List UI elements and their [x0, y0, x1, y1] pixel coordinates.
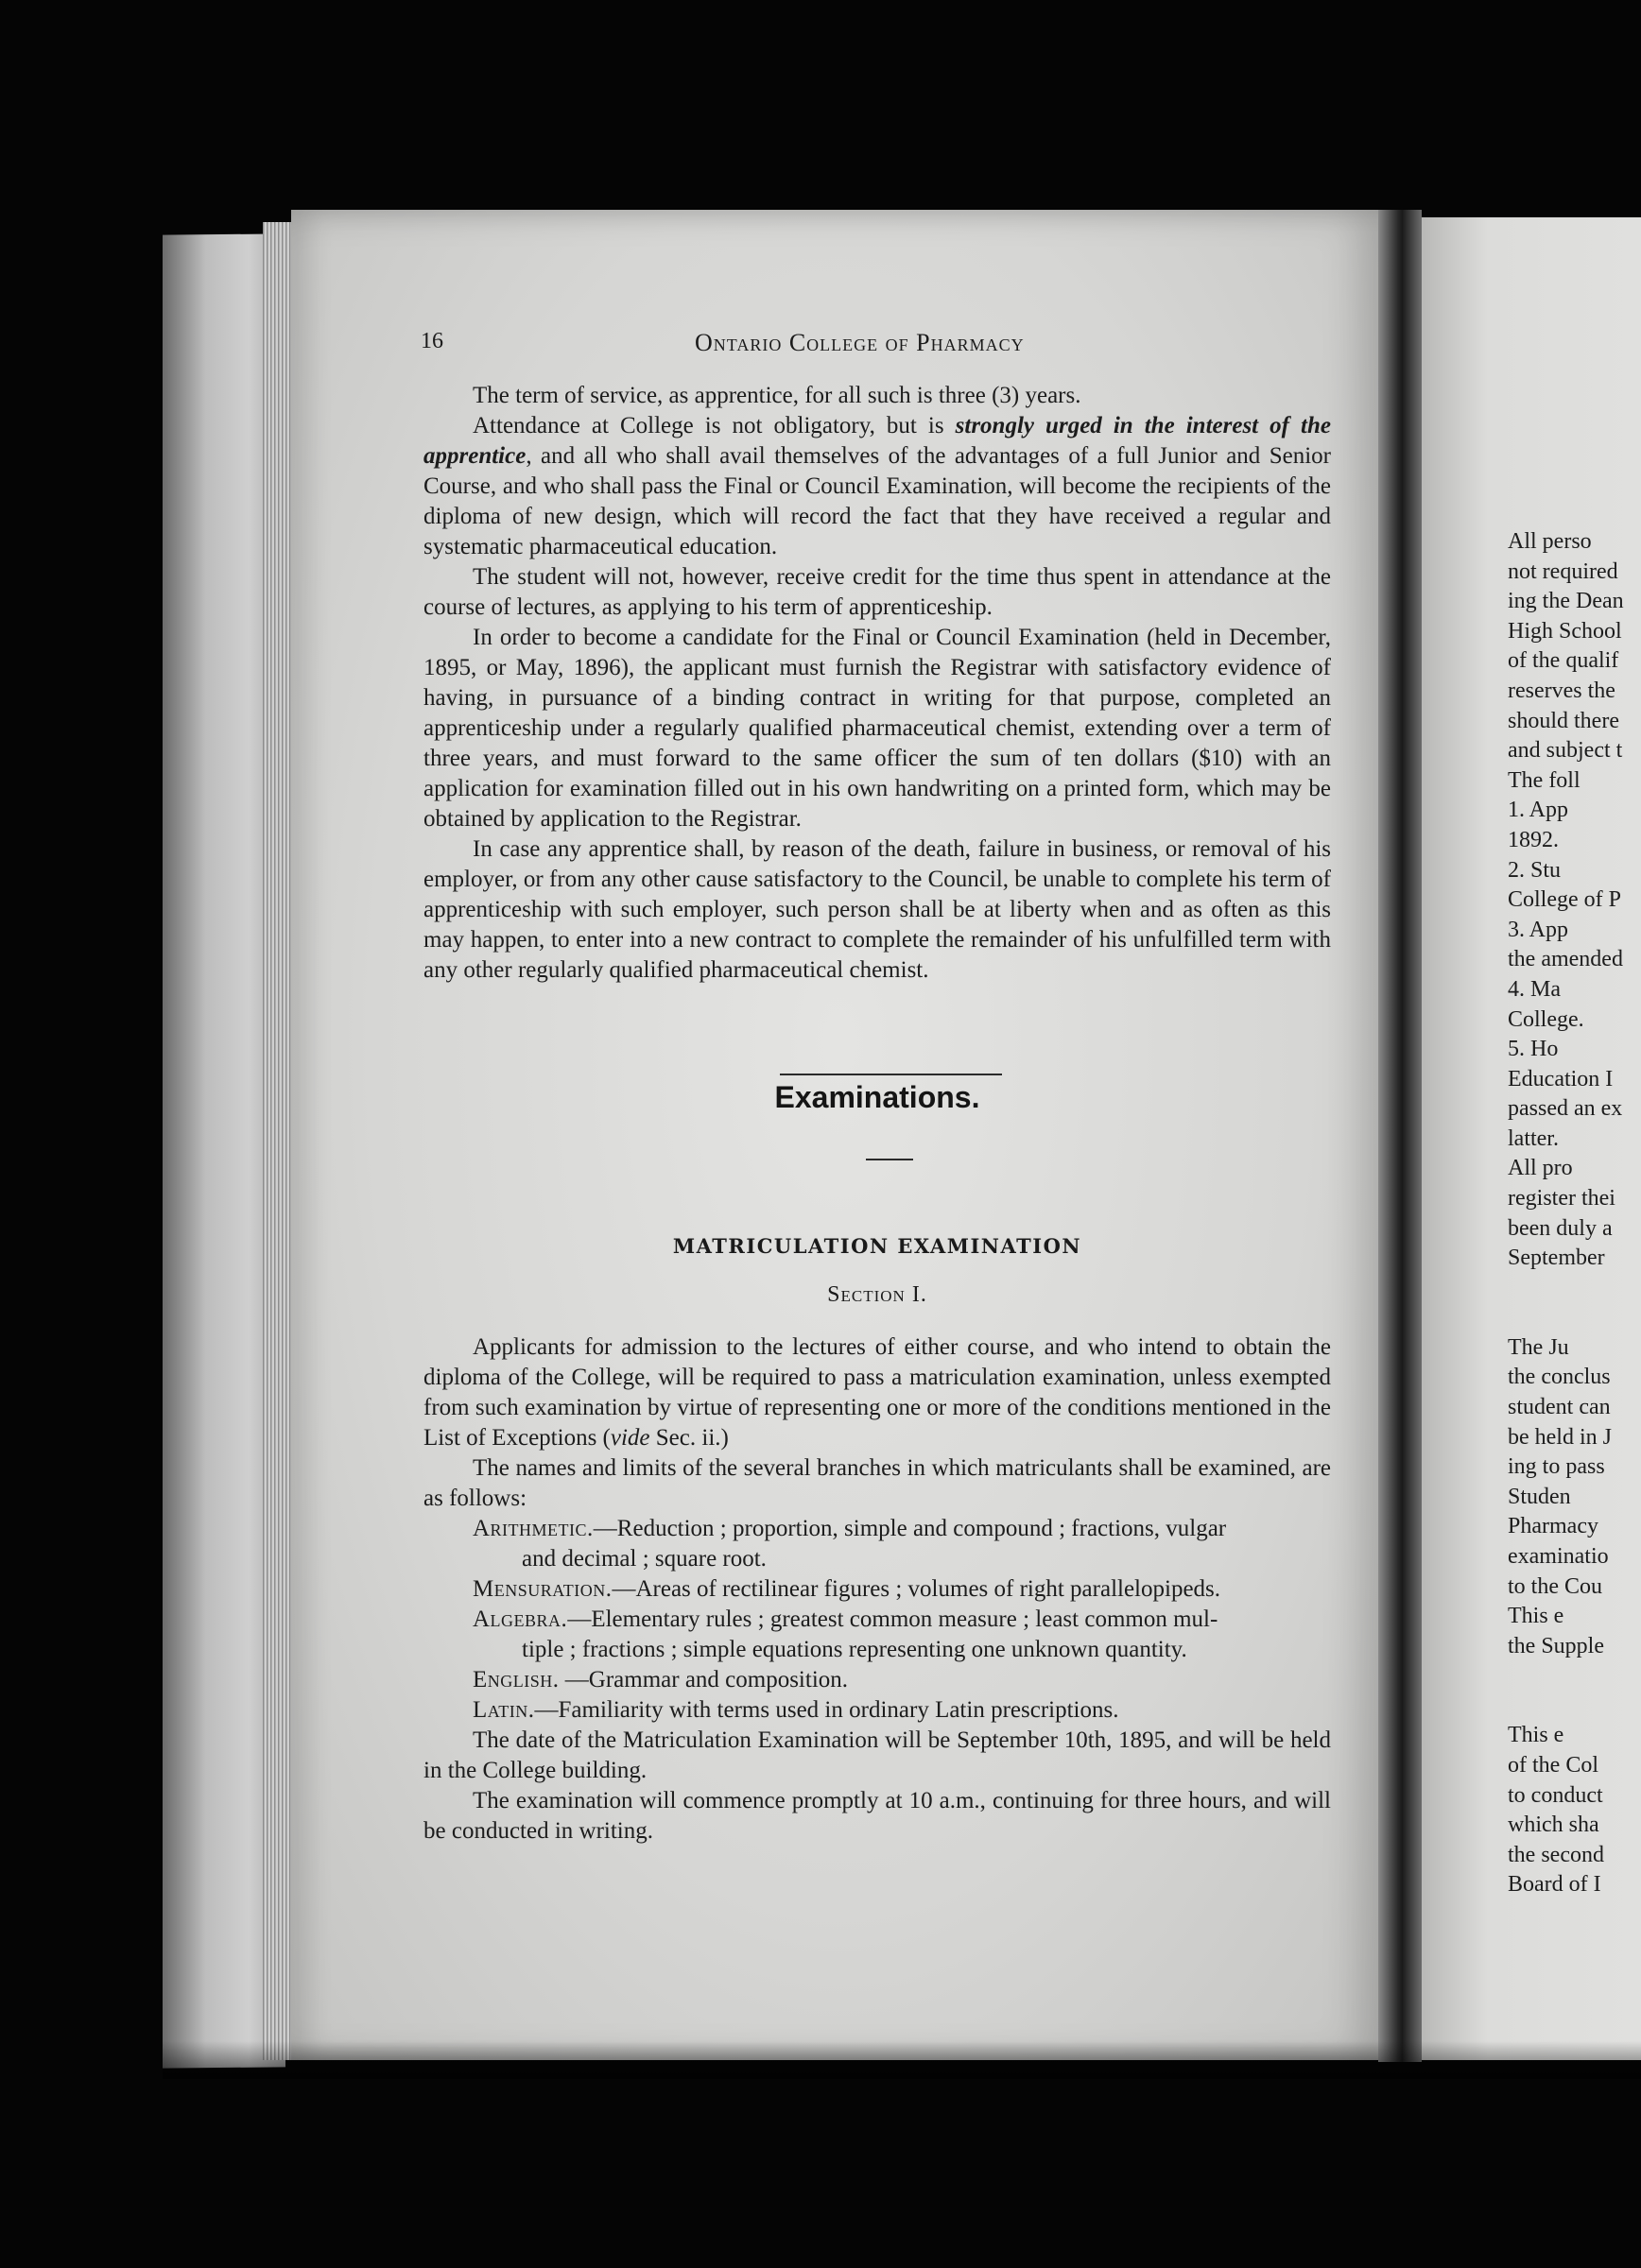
paragraph [423, 411, 1331, 562]
subject-name: English. [473, 1667, 560, 1692]
page-stack-edge [263, 222, 291, 2060]
right-page-line: ing the Dean [1508, 589, 1624, 614]
right-page-line: to the Cou [1508, 1573, 1602, 1599]
right-page-line: This e [1508, 1604, 1564, 1629]
subject-name: Mensuration. [473, 1576, 613, 1602]
right-page-line: been duly a [1508, 1215, 1613, 1241]
right-page-line: 5. Ho [1508, 1037, 1559, 1062]
page-header [421, 329, 1328, 367]
right-page-line: be held in J [1508, 1424, 1612, 1450]
right-page-line: 2. Stu [1508, 857, 1562, 883]
right-page-line [1508, 1661, 1641, 1721]
subject-desc: —Reduction ; proportion, simple and compound ; fractions, vulgar [593, 1516, 1227, 1541]
paragraph: The date of the Matriculation Examination will be September 10th, 1895, and will be held in the College building. [423, 1727, 1331, 1783]
subject-desc: —Grammar and composition. [559, 1667, 849, 1692]
subject-name: Latin. [473, 1697, 535, 1723]
right-page-line: reserves the [1508, 678, 1615, 703]
right-page-line: 3. App [1508, 917, 1569, 942]
subject-desc-cont: tiple ; fractions ; simple equations representing one unknown quantity. [522, 1637, 1187, 1662]
apprenticeship-text [423, 381, 1331, 986]
right-page-line: latter. [1508, 1125, 1559, 1151]
right-page-line: College of P [1508, 887, 1621, 913]
subject-name: Arithmetic. [473, 1516, 594, 1541]
subject-desc: —Elementary rules ; greatest common measure ; least common mul- [567, 1606, 1218, 1632]
right-page-line: Studen [1508, 1484, 1571, 1509]
right-page-line: September [1508, 1246, 1605, 1271]
text-span: , and all who shall avail themselves of the advantages of a full Junior and Senior Course, and who shall pass the Final or Council Examination, will become the recipients of the diploma of new design, which will record the fact that they have received a regular and systematic pharmaceutical education. [423, 443, 1331, 559]
right-page-line: 4. Ma [1508, 976, 1561, 1002]
right-page-line [1508, 1274, 1641, 1333]
right-page-line: Education I [1508, 1066, 1614, 1091]
right-page-line: register thei [1508, 1186, 1615, 1211]
paragraph: The examination will commence promptly at 10 a.m., continuing for three hours, and will be conducted in writing. [423, 1788, 1331, 1844]
paragraph: In order to become a candidate for the Final or Council Examination (held in December, 1895, or May, 1896), the applicant must furnish the Registrar with satisfactory evidence of having, in pursuance of a binding contract in writing for that purpose, completed an apprenticeship under a regularly qualified pharmaceutical chemist, extending over a term of three years, and must forward to the same officer the sum of ten dollars ($10) with an application for examination filled out in his own handwriting on a printed form, which may be obtained by application to the Registrar. [423, 625, 1331, 832]
subject-desc-cont: and decimal ; square root. [522, 1546, 767, 1572]
right-page-line: The foll [1508, 767, 1581, 793]
subject-item [423, 1514, 1331, 1574]
right-page-line: the conclus [1508, 1365, 1611, 1390]
right-page-line: Board of I [1508, 1872, 1601, 1898]
right-page-line: of the qualif [1508, 648, 1619, 674]
right-page-line: Pharmacy [1508, 1514, 1598, 1539]
subject-desc: —Areas of rectilinear figures ; volumes of right parallelopipeds. [612, 1576, 1221, 1602]
right-page-line: High School [1508, 618, 1622, 644]
running-title: Ontario College of Pharmacy [695, 329, 1025, 356]
subject-item [423, 1695, 1331, 1726]
subject-item [423, 1574, 1331, 1605]
right-page-line: of the Col [1508, 1752, 1598, 1778]
right-page-text [1508, 527, 1641, 1900]
subsection-heading: MATRICULATION EXAMINATION [672, 1234, 1082, 1258]
section-heading: Examinations. [774, 1080, 980, 1114]
right-page-line: ing to pass [1508, 1454, 1605, 1480]
divider-rule [780, 1074, 1002, 1075]
paragraph: In case any apprentice shall, by reason of the death, failure in business, or removal of his employer, or from any other cause satisfactory to the Council, be unable to complete his term of apprenticeship with such employer, such person shall be at liberty when and as often as this may happen, to enter into a new contract to complete the remainder of his unfulfilled term with any other regularly qualified pharmaceutical chemist. [423, 836, 1331, 983]
italic-text: vide [610, 1425, 650, 1451]
text-span: Attendance at College is not obligatory, but is [473, 413, 956, 438]
right-page-line: passed an ex [1508, 1096, 1623, 1122]
page-number: 16 [421, 329, 443, 353]
matriculation-text [423, 1332, 1331, 1847]
right-page-line: This e [1508, 1723, 1564, 1748]
right-page-line: College. [1508, 1006, 1584, 1032]
right-page-line: and subject t [1508, 738, 1623, 764]
right-page-line: the amended [1508, 947, 1623, 972]
right-page-line: examinatio [1508, 1544, 1609, 1569]
subject-item [423, 1665, 1331, 1695]
right-page-line: the Supple [1508, 1633, 1604, 1658]
right-page-line: not required [1508, 558, 1618, 584]
subject-name: Algebra. [473, 1606, 568, 1632]
right-page-line: All pro [1508, 1156, 1573, 1181]
right-page-line: The Ju [1508, 1334, 1569, 1360]
paragraph [423, 1332, 1331, 1453]
section-number: Section I. [827, 1282, 927, 1307]
paragraph: The student will not, however, receive credit for the time thus spent in attendance at the course of lectures, as applying to his term of apprenticeship. [423, 564, 1331, 620]
right-page-line: 1. App [1508, 798, 1569, 823]
right-page-line: 1892. [1508, 827, 1559, 852]
right-page-line: the second [1508, 1842, 1604, 1867]
book-gutter [1378, 210, 1422, 2062]
paragraph: The names and limits of the several branches in which matriculants shall be examined, are as follows: [423, 1455, 1331, 1511]
right-page-line: All perso [1508, 529, 1592, 554]
right-page-line: to conduct [1508, 1782, 1603, 1808]
subject-desc: —Familiarity with terms used in ordinary Latin prescriptions. [534, 1697, 1119, 1723]
right-page-line: student can [1508, 1395, 1611, 1420]
emphasis-text: strongly urged in the interest of the apprentice [423, 413, 1331, 469]
bottom-shadow [163, 2041, 1641, 2079]
right-page-line: should there [1508, 708, 1619, 733]
right-page-line: which sha [1508, 1813, 1599, 1838]
paragraph: The term of service, as apprentice, for all such is three (3) years. [473, 383, 1081, 408]
subject-item [423, 1605, 1331, 1665]
divider-rule-short [866, 1159, 913, 1160]
text-span: Sec. ii.) [649, 1425, 729, 1451]
text-span: Applicants for admission to the lectures of either course, and who intend to obtain the diploma of the College, will be required to pass a matriculation examination, unless exempted from such examination by virtue of representing one or more of the conditions mentioned in the List of Exceptions ( [423, 1334, 1331, 1451]
